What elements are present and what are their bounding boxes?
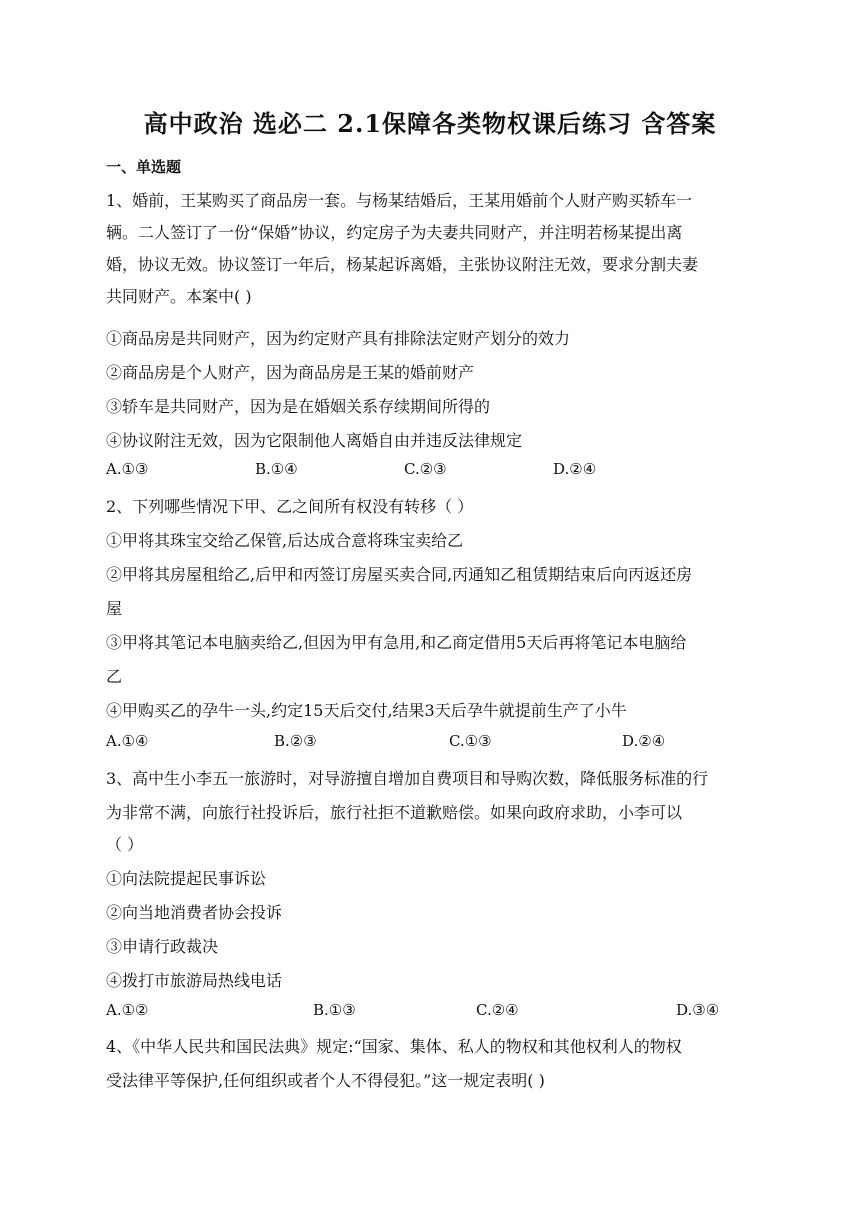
question-1-option-a: A.①③ xyxy=(106,460,149,478)
question-4-line-1: 4、《中华人民共和国民法典》规定:“国家、集体、私人的物权和其他权利人的物权 xyxy=(106,1037,682,1056)
question-2-item-3: ③甲将其笔记本电脑卖给乙,但因为甲有急用,和乙商定借用5天后再将笔记本电脑给 xyxy=(106,633,687,652)
question-3-item-2: ②向当地消费者协会投诉 xyxy=(106,903,283,922)
question-3-line-1: 3、高中生小李五一旅游时，对导游擅自增加自费项目和导购次数，降低服务标准的行 xyxy=(106,769,709,788)
question-3-line-2: 为非常不满，向旅行社投诉后，旅行社拒不道歉赔偿。如果向政府求助，小李可以 xyxy=(106,803,683,822)
question-3-item-1: ①向法院提起民事诉讼 xyxy=(106,869,267,888)
question-3-item-4: ④拨打市旅游局热线电话 xyxy=(106,971,283,990)
question-1-option-b: B.①④ xyxy=(255,460,298,478)
question-4-line-2: 受法律平等保护,任何组织或者个人不得侵犯。”这一规定表明( ) xyxy=(106,1071,545,1090)
question-3-line-3: （ ） xyxy=(106,835,144,854)
question-3-item-3: ③申请行政裁决 xyxy=(106,937,219,956)
question-3-option-a: A.①② xyxy=(106,1001,149,1019)
question-1-option-c: C.②③ xyxy=(404,460,447,478)
question-1-item-4: ④协议附注无效，因为它限制他人离婚自由并违反法律规定 xyxy=(106,431,523,450)
question-2-item-3-cont: 乙 xyxy=(106,667,123,686)
question-1-item-2: ②商品房是个人财产，因为商品房是王某的婚前财产 xyxy=(106,363,475,382)
question-1-line-1: 1、婚前，王某购买了商品房一套。与杨某结婚后，王某用婚前个人财产购买轿车一 xyxy=(106,191,693,210)
question-2-option-a: A.①④ xyxy=(106,732,149,750)
question-2-option-b: B.②③ xyxy=(274,732,317,750)
question-2-item-2-cont: 屋 xyxy=(106,599,123,618)
section-heading: 一、单选题 xyxy=(106,158,182,176)
question-2-item-2: ②甲将其房屋租给乙,后甲和丙签订房屋买卖合同,丙通知乙租赁期结束后向丙返还房 xyxy=(106,565,693,584)
question-1-item-1: ①商品房是共同财产，因为约定财产具有排除法定财产划分的效力 xyxy=(106,329,571,348)
question-1-item-3: ③轿车是共同财产，因为是在婚姻关系存续期间所得的 xyxy=(106,397,491,416)
question-1-line-2: 辆。二人签订了一份“保婚”协议，约定房子为夫妻共同财产，并注明若杨某提出离 xyxy=(106,223,683,242)
question-1-line-4: 共同财产。本案中( ) xyxy=(106,287,252,306)
question-2-item-4: ④甲购买乙的孕牛一头,约定15天后交付,结果3天后孕牛就提前生产了小牛 xyxy=(106,701,627,720)
question-1-option-d: D.②④ xyxy=(553,460,597,478)
question-1-line-3: 婚，协议无效。协议签订一年后，杨某起诉离婚，主张协议附注无效，要求分割夫妻 xyxy=(106,255,699,274)
question-2-option-d: D.②④ xyxy=(622,732,666,750)
document-title: 高中政治 选必二 2.1保障各类物权课后练习 含答案 xyxy=(143,109,717,138)
question-2-option-c: C.①③ xyxy=(449,732,492,750)
question-3-option-d: D.③④ xyxy=(676,1001,720,1019)
question-2-line-1: 2、下列哪些情况下甲、乙之间所有权没有转移（ ） xyxy=(106,497,474,516)
question-3-option-b: B.①③ xyxy=(313,1001,356,1019)
question-3-option-c: C.②④ xyxy=(476,1001,519,1019)
question-2-item-1: ①甲将其珠宝交给乙保管,后达成合意将珠宝卖给乙 xyxy=(106,531,464,550)
